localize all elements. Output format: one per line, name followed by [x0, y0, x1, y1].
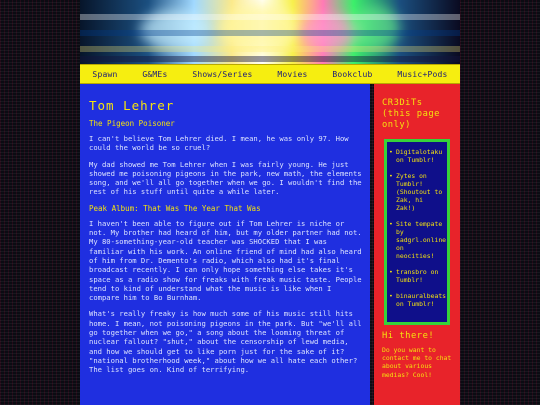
credits-box: [384, 139, 450, 325]
credits-list: [389, 148, 445, 308]
article-paragraph-4: What's really freaky is how much some of his music still hits home. I mean, not poisoning pigeons in the park. But "we'll all go together when we go," a song about the looming threat of nuclear fallout? "shut," about the censorship of lewd media, and how we should get to like porn just for the sake of it? "national brotherhood week," about how we all hate each other? The list goes on. Kind of terrifying.: [89, 309, 362, 375]
article-paragraph-2: My dad showed me Tom Lehrer when I was fairly young. He just showed me poisoning pigeons in the park, new math, the elements song, and we'll all go together when we go. I wouldn't find the rest of his stuff until quite a while later.: [89, 159, 362, 197]
sidebar: [374, 84, 460, 405]
header-banner-image: [80, 0, 460, 64]
nav-link-movies[interactable]: Movies: [277, 69, 308, 79]
contact-text: Do you want to contact me to chat about various medias? Cool!: [382, 346, 452, 379]
credit-item[interactable]: • Site tempate by sadgrl.online on neocities!: [389, 220, 445, 260]
nav-link-bookclub[interactable]: Bookclub: [332, 69, 373, 79]
nav-link-spawn[interactable]: Spawn: [92, 69, 118, 79]
article-subtitle: The Pigeon Poisoner: [89, 119, 175, 128]
article-paragraph-3: I haven't been able to figure out if Tom Lehrer is niche or not. My brother had heard of him, but my older partner had not. My 80-something-year-old teacher was SHOCKED that I was familiar with his work. An online friend of mind had also heard of him from Dr. Demento's radio, which also had it's final broadcast recently. I can only hope something else takes it's space as a radio show for freaks with freak music taste. People tend to kind of understand what the music is like when I compare him to Bo Burnham.: [89, 218, 362, 303]
peak-album-heading: Peak Album: That Was The Year That Was: [89, 203, 261, 213]
nav-link-games[interactable]: G&MEs: [142, 69, 168, 79]
nav-link-music-pods[interactable]: Music+Pods: [397, 69, 448, 79]
article-title: Tom Lehrer: [89, 98, 175, 113]
nav-link-shows-series[interactable]: Shows/Series: [192, 69, 253, 79]
credits-title: CR3DiTs (this page only): [382, 98, 440, 130]
credit-item[interactable]: • transbro on Tumblr!: [389, 268, 445, 284]
credit-item[interactable]: • Digitalotaku on Tumblr!: [389, 148, 445, 164]
hi-there-heading: Hi there!: [382, 331, 435, 341]
article-paragraph-1: I can't believe Tom Lehrer died. I mean, he was only 97. How could the world be so cruel?: [89, 134, 349, 153]
main-nav: [80, 64, 460, 84]
article-main: [80, 84, 370, 405]
credit-item[interactable]: • binauralbeats on Tumblr!: [389, 292, 445, 308]
credit-item[interactable]: • Zytes on Tumblr! (Shoutout to Zak, hi Zak!): [389, 172, 445, 212]
